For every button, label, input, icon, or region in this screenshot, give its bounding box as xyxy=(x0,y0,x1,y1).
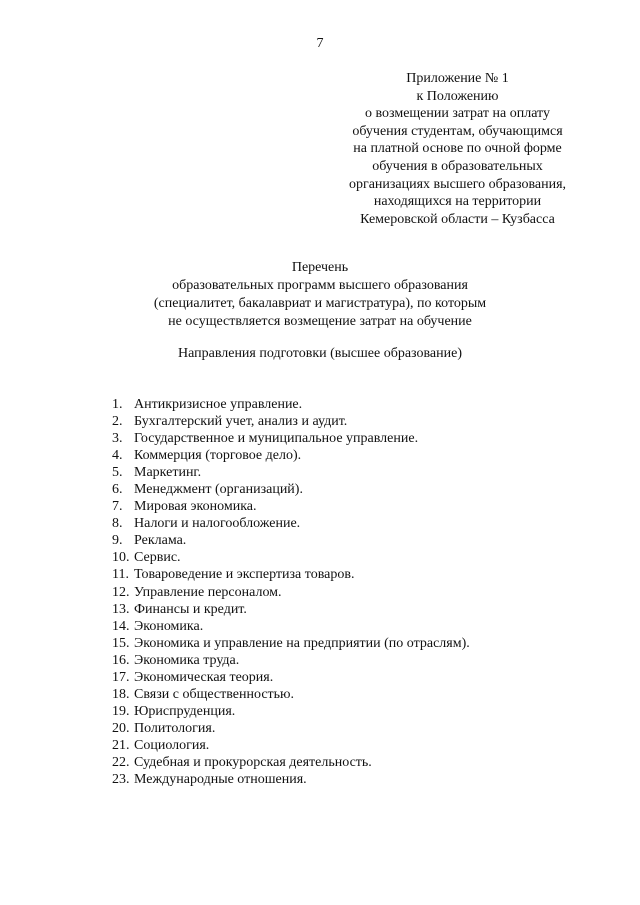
list-item-number: 3. xyxy=(112,431,123,447)
list-item xyxy=(112,447,582,464)
list-item xyxy=(112,771,582,788)
list-item-number: 23. xyxy=(112,772,130,788)
list-item-number: 8. xyxy=(112,516,123,532)
list-item xyxy=(112,430,582,447)
appendix-line: организациях высшего образования, xyxy=(348,176,567,192)
list-item xyxy=(112,686,582,703)
list-item-number: 1. xyxy=(112,397,123,412)
list-item-number: 10. xyxy=(112,550,130,566)
directions-list xyxy=(112,396,582,788)
list-item-text: Коммерция (торговое дело). xyxy=(134,448,302,464)
list-item xyxy=(112,464,582,481)
list-item xyxy=(112,635,582,652)
list-item-text: Бухгалтерский учет, анализ и аудит. xyxy=(134,414,348,430)
appendix-line: находящихся на территории xyxy=(373,194,542,210)
list-item xyxy=(112,481,582,498)
list-item xyxy=(112,532,582,549)
list-item-text: Сервис. xyxy=(134,550,181,566)
list-item-text: Международные отношения. xyxy=(134,772,307,788)
list-item-text: Экономика. xyxy=(134,618,204,634)
list-item-text: Реклама. xyxy=(134,533,187,549)
list-item-text: Экономическая теория. xyxy=(134,669,274,685)
list-item-number: 4. xyxy=(112,448,123,464)
list-item xyxy=(112,669,582,686)
title-line: образовательных программ высшего образования xyxy=(172,278,468,293)
list-item xyxy=(112,754,582,771)
appendix-line: на платной основе по очной форме xyxy=(353,141,562,157)
list-item-number: 12. xyxy=(112,584,130,600)
list-item-number: 18. xyxy=(112,686,130,702)
appendix-line: обучения студентам, обучающимся xyxy=(352,123,563,139)
list-item xyxy=(112,549,582,566)
appendix-line: Кемеровской области – Кузбасса xyxy=(360,211,555,227)
list-item-number: 6. xyxy=(112,482,123,498)
appendix-block xyxy=(330,70,585,228)
list-item-number: 5. xyxy=(112,465,123,481)
list-item-text: Управление персоналом. xyxy=(134,584,282,600)
list-item-number: 14. xyxy=(112,618,130,634)
list-item-number: 7. xyxy=(112,499,123,515)
list-item-text: Налоги и налогообложение. xyxy=(134,516,301,532)
list-item-number: 22. xyxy=(112,754,130,770)
section-subtitle: Направления подготовки (высшее образование) xyxy=(177,346,463,361)
title-line: не осуществляется возмещение затрат на обучение xyxy=(168,314,472,329)
appendix-line: к Положению xyxy=(416,88,499,104)
list-item xyxy=(112,618,582,635)
list-item-text: Экономика и управление на предприятии (по отраслям). xyxy=(134,635,470,651)
page-number: 7 xyxy=(316,36,324,51)
list-item-text: Социология. xyxy=(134,737,210,753)
list-item-text: Финансы и кредит. xyxy=(134,601,247,617)
title-line: (специалитет, бакалавриат и магистратура), по которым xyxy=(153,296,487,311)
list-item-number: 16. xyxy=(112,652,130,668)
list-item-number: 17. xyxy=(112,669,130,685)
list-item-text: Судебная и прокурорская деятельность. xyxy=(134,754,372,770)
list-item-text: Мировая экономика. xyxy=(134,499,257,515)
list-item-text: Менеджмент (организаций). xyxy=(134,482,303,498)
appendix-line: о возмещении затрат на оплату xyxy=(364,106,550,122)
list-item xyxy=(112,515,582,532)
list-item-number: 13. xyxy=(112,601,130,617)
list-item-text: Товароведение и экспертиза товаров. xyxy=(134,567,355,583)
list-item xyxy=(112,498,582,515)
document-title xyxy=(0,259,640,331)
list-item xyxy=(112,720,582,737)
list-item-number: 2. xyxy=(112,414,123,430)
list-item xyxy=(112,703,582,720)
title-heading: Перечень xyxy=(291,260,349,275)
list-item-number: 11. xyxy=(112,567,129,583)
list-item-number: 20. xyxy=(112,720,130,736)
appendix-line: Приложение № 1 xyxy=(406,71,509,86)
list-item xyxy=(112,566,582,583)
list-item xyxy=(112,652,582,669)
list-item xyxy=(112,737,582,754)
list-item-number: 21. xyxy=(112,737,130,753)
list-item xyxy=(112,396,582,413)
list-item-text: Политология. xyxy=(134,720,216,736)
list-item xyxy=(112,584,582,601)
list-item-text: Маркетинг. xyxy=(134,465,202,481)
list-item-text: Экономика труда. xyxy=(134,652,240,668)
list-item-number: 15. xyxy=(112,635,130,651)
list-item-number: 9. xyxy=(112,533,123,549)
list-item-text: Антикризисное управление. xyxy=(134,397,303,412)
list-item-text: Юриспруденция. xyxy=(134,703,236,719)
list-item-number: 19. xyxy=(112,703,130,719)
appendix-line: обучения в образовательных xyxy=(372,158,543,174)
list-item xyxy=(112,413,582,430)
list-item xyxy=(112,601,582,618)
list-item-text: Связи с общественностью. xyxy=(134,686,294,702)
list-item-text: Государственное и муниципальное управление. xyxy=(134,431,419,447)
